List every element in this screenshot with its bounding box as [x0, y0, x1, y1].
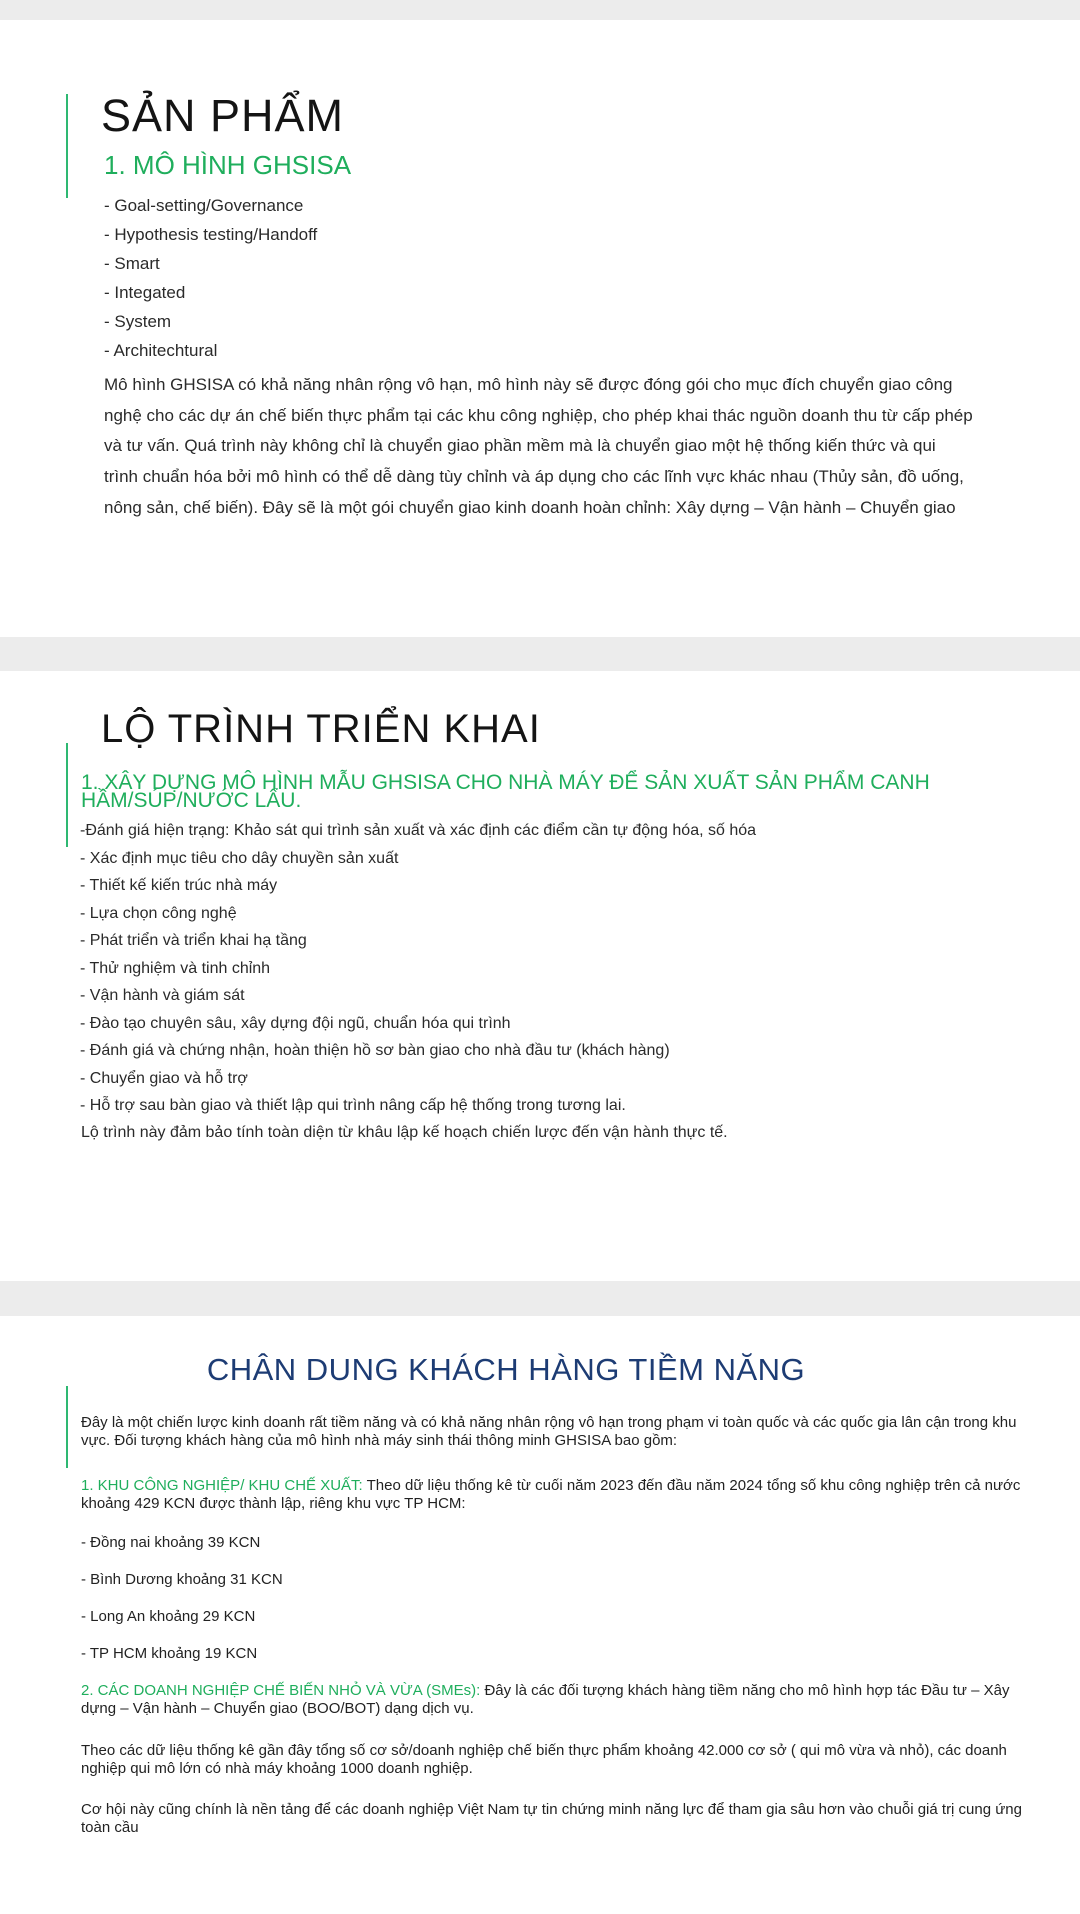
- list-item: - Đánh giá và chứng nhận, hoàn thiện hồ sơ bàn giao cho nhà đầu tư (khách hàng): [80, 1042, 670, 1059]
- list-item: - Hỗ trợ sau bàn giao và thiết lập qui trình nâng cấp hệ thống trong tương lai.: [80, 1097, 626, 1114]
- regions-list: [81, 1524, 283, 1672]
- list-item: - Xác định mục tiêu cho dây chuyền sản xuất: [80, 849, 399, 867]
- industrial-zones-text: Theo dữ liệu thống kê từ cuối năm 2023 đến đầu năm 2024 tổng số khu công nghiệp trên cả nước khoảng 429 KCN được thành lập, riêng khu vực TP HCM:: [81, 1477, 1021, 1512]
- smes-paragraph: [81, 1682, 1031, 1718]
- list-item: - Chuyển giao và hỗ trợ: [80, 1069, 248, 1087]
- smes-text: Đây là các đối tượng khách hàng tiềm năng cho mô hình hợp tác Đầu tư – Xây dựng – Vận hành – Chuyển giao (BOO/BOT) dạng dịch vụ.: [81, 1682, 1010, 1717]
- list-item: - Architechtural: [104, 341, 218, 360]
- list-item: - Đồng nai khoảng 39 KCN: [81, 1534, 261, 1551]
- roadmap-section: [0, 671, 1080, 1281]
- accent-bar: [66, 743, 68, 847]
- smes-label: 2. CÁC DOANH NGHIỆP CHẾ BIẾN NHỎ VÀ VỪA (SMEs):: [81, 1682, 481, 1699]
- products-section: [0, 20, 1080, 637]
- roadmap-subtitle: 1. XÂY DỰNG MÔ HÌNH MẪU GHSISA CHO NHÀ MÁY ĐỂ SẢN XUẤT SẢN PHẨM CANH HẦM/SÚP/NƯỚC LẨU.: [81, 771, 930, 812]
- customers-section: [0, 1316, 1080, 1914]
- list-item: - Lựa chọn công nghệ: [80, 904, 237, 922]
- list-item: - Đào tạo chuyên sâu, xây dựng đội ngũ, chuẩn hóa qui trình: [80, 1014, 511, 1032]
- closing-paragraph: Cơ hội này cũng chính là nền tảng để các doanh nghiệp Việt Nam tự tin chứng minh năng lực để tham gia sâu hơn vào chuỗi giá trị cung ứng toàn cầu: [81, 1801, 1022, 1836]
- industrial-zones-label: 1. KHU CÔNG NGHIỆP/ KHU CHẾ XUẤT:: [81, 1477, 363, 1494]
- list-item: - Thử nghiệm và tinh chỉnh: [80, 959, 271, 977]
- list-item: - Thiết kế kiến trúc nhà máy: [80, 877, 278, 894]
- list-item: - Phát triển và triển khai hạ tầng: [80, 932, 307, 949]
- products-feature-list: [104, 191, 317, 365]
- list-item: - Bình Dương khoảng 31 KCN: [81, 1571, 283, 1588]
- list-item: - System: [104, 312, 172, 331]
- products-description: Mô hình GHSISA có khả năng nhân rộng vô hạn, mô hình này sẽ được đóng gói cho mục đích chuyển giao công nghệ cho các dự án chế biến thực phẩm tại các khu công nghiệp, cho phép khai thác nguồn doanh thu từ cấp phép và tư vấn. Quá trình này không chỉ là chuyển giao phần mềm mà là chuyển giao một hệ thống kiến thức và qui trình chuẩn hóa bởi mô hình có thể dễ dàng tùy chỉnh và áp dụng cho các lĩnh vực khác nhau (Thủy sản, đồ uống, nông sản, chế biến). Đây sẽ là một gói chuyển giao kinh doanh hoàn chỉnh: Xây dựng – Vận hành – Chuyển giao: [104, 375, 973, 517]
- list-item: - TP HCM khoảng 19 KCN: [81, 1645, 258, 1662]
- list-item: - Hypothesis testing/Handoff: [104, 225, 318, 244]
- products-subtitle: 1. MÔ HÌNH GHSISA: [104, 150, 352, 180]
- accent-bar: [66, 1386, 68, 1468]
- products-title: SẢN PHẨM: [101, 90, 345, 141]
- customers-intro: Đây là một chiến lược kinh doanh rất tiềm năng và có khả năng nhân rộng vô hạn trong phạm vi toàn quốc và các quốc gia lân cận trong khu vực. Đối tượng khách hàng của mô hình nhà máy sinh thái thông minh GHSISA bao gồm:: [81, 1414, 1017, 1449]
- list-item: - Smart: [104, 254, 160, 273]
- customers-title: CHÂN DUNG KHÁCH HÀNG TIỀM NĂNG: [206, 1352, 806, 1387]
- industrial-zones-paragraph: [81, 1477, 1031, 1513]
- list-item: -Đánh giá hiện trạng: Khảo sát qui trình sản xuất và xác định các điểm cần tự động hóa, số hóa: [80, 822, 757, 839]
- list-item: - Goal-setting/Governance: [104, 196, 304, 215]
- roadmap-title: LỘ TRÌNH TRIỂN KHAI: [101, 707, 541, 751]
- list-item: - Long An khoảng 29 KCN: [81, 1608, 256, 1625]
- roadmap-conclusion: Lộ trình này đảm bảo tính toàn diện từ khâu lập kế hoạch chiến lược đến vận hành thực tế.: [81, 1124, 728, 1141]
- stats-paragraph: Theo các dữ liệu thống kê gần đây tổng số cơ sở/doanh nghiệp chế biến thực phẩm khoảng 42.000 cơ sở ( qui mô vừa và nhỏ), các doanh nghiệp qui mô lớn có nhà máy khoảng 1000 doanh nghiệp.: [81, 1742, 1007, 1777]
- list-item: - Integated: [104, 283, 186, 302]
- accent-bar: [66, 94, 68, 198]
- list-item: - Vận hành và giám sát: [80, 987, 245, 1004]
- roadmap-steps-list: [80, 817, 756, 1120]
